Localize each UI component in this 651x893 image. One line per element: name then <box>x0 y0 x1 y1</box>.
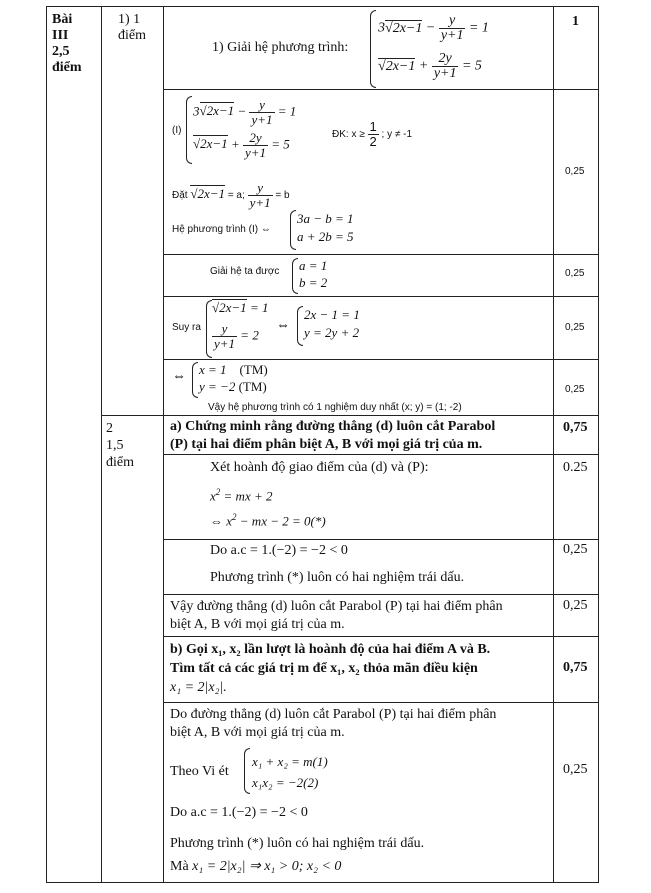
sub-system <box>297 210 354 246</box>
section-label <box>52 12 82 76</box>
infer-eq1: √2x−1 = 1 <box>212 300 269 315</box>
brace-icon <box>186 96 192 164</box>
section-number: III <box>52 28 69 43</box>
brace-icon <box>370 10 376 88</box>
a2-score: 0,25 <box>563 542 588 557</box>
solution <box>299 257 327 291</box>
part2-label <box>106 420 134 471</box>
a1-text: Xét hoành độ giao điểm của (d) và (P): <box>210 460 429 475</box>
substitution: Đặt √2x−1 = a; $\frac{y}{y+1}$ = b <box>172 180 290 210</box>
b1-vieta: Theo Vi ét <box>170 764 229 779</box>
part1-heading: 1) Giải hệ phương trình: <box>212 40 349 55</box>
a2-text2: Phương trình (*) luôn có hai nghiệm trái dấu. <box>210 570 465 585</box>
score-c: 0,25 <box>565 322 585 333</box>
tm-2: (TM) <box>238 379 267 394</box>
b1-do: Do a.c = 1.(−2) = −2 < 0 <box>170 805 308 820</box>
tm-1: (TM) <box>239 362 268 377</box>
part2a-score: 0,75 <box>563 420 588 435</box>
a1-eq2: ⇔ $x^2$ − mx − 2 = 0(*) <box>210 512 326 529</box>
equiv-eq2: y = 2y + 2 <box>304 325 360 340</box>
system-roman: (I) <box>172 125 182 136</box>
sol-a: a = 1 <box>299 258 328 273</box>
b1-eq1: x₁ + x₂ = m(1) <box>252 754 328 769</box>
equiv-eq1: 2x − 1 = 1 <box>304 307 360 322</box>
condition: ĐK: x ≥ $\frac{1}{2}$ ; y ≠ -1 <box>332 119 413 149</box>
score-d: 0,25 <box>565 384 585 395</box>
step-eq2: √2x−1 + $\frac{2y}{y+1}$ = 5 <box>193 130 290 160</box>
part2-number: 2 <box>106 421 113 436</box>
brace-icon <box>290 210 296 250</box>
sol-b: b = 2 <box>299 275 328 290</box>
sub-eq2: a + 2b = 5 <box>297 229 354 244</box>
brace-icon <box>244 748 250 794</box>
a3-text: Vậy đường thẳng (d) luôn cắt Parabol (P) tại hai điểm phân biệt A, B với mọi giá trị của m. <box>170 599 503 632</box>
conclusion: Vậy hệ phương trình có 1 nghiệm duy nhất (x; y) = (1; -2) <box>208 402 462 413</box>
step-eq1: 3√2x−1 − $\frac{y}{y+1}$ = 1 <box>193 97 297 127</box>
part2-unit: điểm <box>106 455 134 470</box>
heading-eq1: 3√2x−1 − $\frac{y}{y+1}$ = 1 <box>378 13 489 43</box>
infer-label: Suy ra <box>172 322 201 333</box>
a3-score: 0,25 <box>563 598 588 613</box>
heading-eq2: √2x−1 + $\frac{2y}{y+1}$ = 5 <box>378 51 482 81</box>
equiv-icon: ⇔ <box>172 369 186 384</box>
section-bai: Bài <box>52 12 73 27</box>
equiv-system <box>304 306 360 342</box>
part1-number: 1) 1 <box>118 12 141 27</box>
sub-eq1: 3a − b = 1 <box>297 211 354 226</box>
part1-label <box>118 12 146 44</box>
solve-label: Giải hệ ta được <box>210 266 280 277</box>
b1-eq2: x₁x₂ = −2(2) <box>252 775 319 790</box>
part2a-heading: a) Chứng minh rằng đường thẳng (d) luôn cắt Parabol (P) tại hai điểm phân biệt A, B với mọi giá trị của m. <box>170 419 496 452</box>
fin-eq1: x = 1 <box>199 362 227 377</box>
final-system <box>199 361 268 395</box>
a1-score: 0.25 <box>563 460 588 475</box>
a2-text: Do a.c = 1.(−2) = −2 < 0 <box>210 543 348 558</box>
b1-score: 0,25 <box>563 762 588 777</box>
brace-icon <box>192 362 198 398</box>
infer-eq2: $\frac{y}{y+1}$ = 2 <box>214 321 259 351</box>
section-points: 2,5 <box>52 44 70 59</box>
part2b-score: 0,75 <box>563 660 588 675</box>
score-a: 0,25 <box>565 166 585 177</box>
brace-icon <box>292 258 298 294</box>
fin-eq2: y = −2 <box>199 379 236 394</box>
b1-text: Do đường thẳng (d) luôn cắt Parabol (P) tại hai điểm phân biệt A, B với mọi giá trị của m. <box>170 707 497 740</box>
system-label: Hệ phương trình (I) ⇔ <box>172 224 271 235</box>
b1-pt: Phương trình (*) luôn có hai nghiệm trái dấu. <box>170 836 425 851</box>
vieta-system <box>252 751 328 793</box>
brace-icon <box>297 306 303 346</box>
score-b: 0,25 <box>565 268 585 279</box>
heading-score: 1 <box>572 14 579 29</box>
part2-points: 1,5 <box>106 438 124 453</box>
section-unit: điểm <box>52 60 82 75</box>
b1-ma: Mà x₁ = 2|x₂| ⇒ x₁ > 0; x₂ < 0 <box>170 859 342 874</box>
part2b-heading: b) Gọi x₁, x₂ lần lượt là hoành độ của hai điểm A và B. Tìm tất cả các giá trị m để x₁, x₂ thỏa mãn điều kiện x₁ = 2|x₂|. <box>170 642 491 695</box>
part1-unit: điểm <box>118 28 146 43</box>
a1-eq1: $x^2$ = mx + 2 <box>210 487 273 504</box>
equiv-icon: ⇔ <box>276 318 290 333</box>
